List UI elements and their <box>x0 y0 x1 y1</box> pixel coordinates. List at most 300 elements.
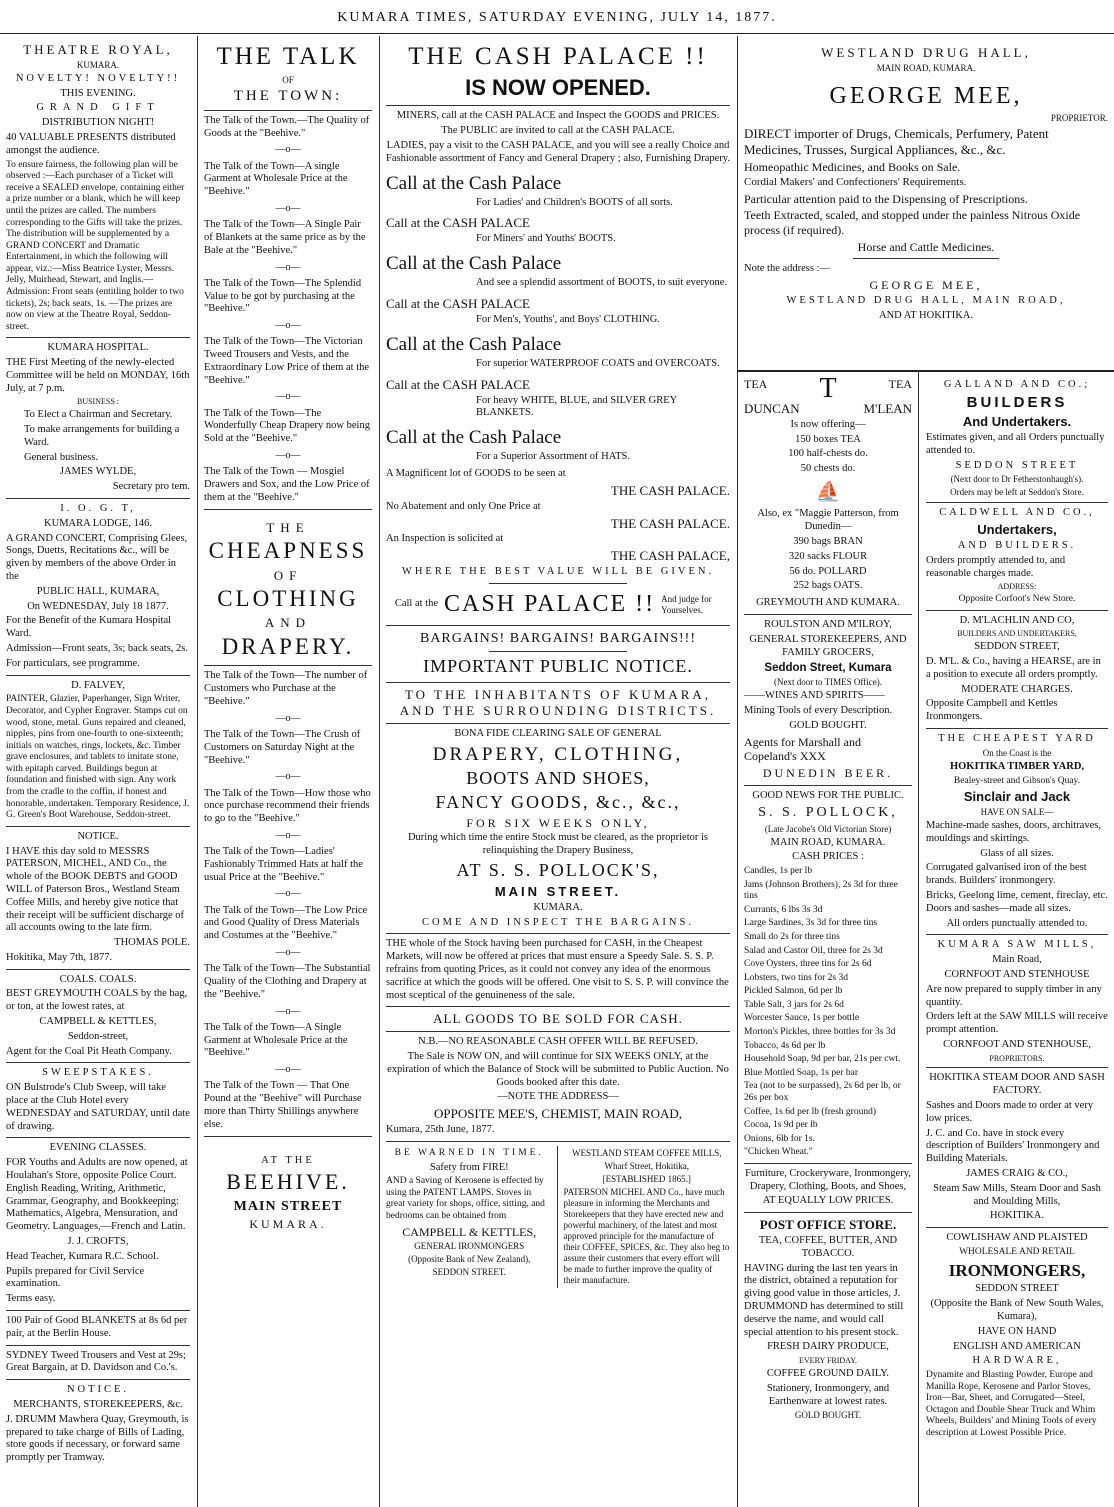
proprietors: PROPRIETORS. <box>989 1053 1045 1063</box>
divider <box>6 675 190 676</box>
divider <box>386 105 730 106</box>
abatement: No Abatement and only One Price at <box>386 500 541 512</box>
price-item: Currants, 6 lbs 3s 3d <box>744 904 823 915</box>
established: [ESTABLISHED 1865.] <box>602 1173 691 1184</box>
agents: Agents for Marshall and Copeland's XXX <box>744 734 861 764</box>
lodge: KUMARA LODGE, 146. <box>44 517 152 529</box>
orders-left: Orders left at the SAW MILLS will receive prompt attention. <box>926 1011 1108 1036</box>
inhabitants: TO THE INHABITANTS OF KUMARA, AND THE SURROUNDING DISTRICTS. <box>399 687 717 719</box>
price-item: Large Sardines, 3s 3d for three tins <box>744 918 878 929</box>
admission: Admission—Front seats, 3s; back seats, 2s. <box>6 642 188 654</box>
wines: ——WINES AND SPIRITS—— <box>744 690 885 702</box>
main-road-2: Main Road, <box>992 954 1042 966</box>
bricks: Bricks, Geelong lime, cement, fireclay, etc. Doors and sashes—made all sizes. <box>926 889 1108 914</box>
cheap-the: THE <box>266 519 310 535</box>
builder-ads <box>920 374 1114 1507</box>
next-door: (Next door to TIMES Office). <box>774 677 882 688</box>
divider <box>6 969 190 970</box>
talk-item: The Talk of the Town—The Low Price and Good Quality of Dress Materials and Costumes at the "Beehive." <box>204 904 368 942</box>
cash-palace-ref: THE CASH PALACE. <box>610 482 730 498</box>
ensure-text: To ensure fairness, the following plan will be observed :—Each purchaser of a Ticket will receive a SEALED envelope, containing either a prize number or a blank, which he will keep until the prizes are called. The numbers corresponding to the Gifts will take the prizes. The distribution will be supplemented by a GRAND CONCERT and Dramatic Entertainment, in which the following will appear, viz.:—Miss Beatrice Lyster, Messrs. Jelly, Muirhead, Stewart, and Inglis.—Admission: Front seats (entitling holder to two tickets), 2s; back seats, 1s. —The prizes are now on view at the Theatre Royal, Seddon-street. <box>6 159 185 332</box>
call-heading: Call at the Cash Palace <box>386 172 562 194</box>
divider <box>744 785 912 786</box>
cash-palace-title: THE CASH PALACE !! <box>408 43 708 70</box>
horse: Horse and Cattle Medicines. <box>857 239 995 254</box>
terms: Terms easy. <box>6 1293 56 1305</box>
price-item: Small do 2s for three tins <box>744 931 840 942</box>
bran-item: 56 do. POLLARD <box>789 565 867 577</box>
dairy: FRESH DAIRY PRODUCE, <box>767 1341 889 1353</box>
crofts-title: Head Teacher, Kumara R.C. School. <box>6 1250 159 1262</box>
important-notice: IMPORTANT PUBLIC NOTICE. <box>423 656 693 677</box>
item-divider: —o— <box>275 771 301 783</box>
drapery-clothing: DRAPERY, CLOTHING, <box>432 743 684 765</box>
bargains: BARGAINS! BARGAINS! BARGAINS!!! <box>419 631 696 647</box>
talk-item: The Talk of the Town—The Substantial Quality of the Clothing and Drapery at the "Beehive." <box>204 963 371 1000</box>
pollock: S. S. POLLOCK, <box>758 805 898 821</box>
tea-row <box>744 374 912 404</box>
falvey-text: PAINTER, Glazier, Paperhanger, Sign Writer, Decorator, and Cypher Engraver. Stamps cut on wood, stone, metal. Guns repaired and cleaned, nipples, pins from one-fourth to one-sixteenth; initials on watches, rings, lockets, &c. Timber grave enclosures, and tablets to imitate stone, with epitaph carved. Buildings begun at foundation and finished with sign. Any work from the cradle to the coffin, if honest and honorable, undertaken. Temporary Residence, J. G. Green's Boot Warehouse, Seddon-street. <box>6 694 190 821</box>
every-friday: EVERY FRIDAY. <box>799 1356 857 1366</box>
steam-saw: Steam Saw Mills, Steam Door and Sash and Moulding Mills, <box>933 1182 1101 1207</box>
price-item: Worcester Sauce, 1s per bottle <box>744 1013 860 1024</box>
note-address: —NOTE THE ADDRESS— <box>497 1091 619 1103</box>
wylde: JAMES WYLDE, <box>59 466 137 478</box>
notice-text: I HAVE this day sold to MESSRS PATERSON, MICHEL, AND Co., the whole of the BOOK DEBTS and GOOD WILL of Paterson Bros., Westland Steam Coffee Mills, and hereby give notice that their receipt will be sufficient discharge of all accounts owing to the late firm. <box>6 845 185 934</box>
column-drug-hall <box>738 36 1114 1507</box>
price-item: Salad and Castor Oil, three for 2s 3d <box>744 945 883 956</box>
tea-left: TEA <box>744 377 768 391</box>
public-invited: The PUBLIC are invited to call at the CASH PALACE. <box>441 125 675 137</box>
pollock-main-street: MAIN STREET. <box>494 883 622 899</box>
column-classifieds <box>0 36 196 1507</box>
paterson: PATERSON MICHEL AND Co., have much pleasure in informing the Merchants and Storekeepers that they have erected new and powerful machinery, of the latest and most approved principle for the manufacture of their COFFEE, SPICES, &c. They also beg to assure their customers that every effort will be made to further improve the quality of their manufacture. <box>563 1186 730 1285</box>
divider <box>204 110 372 111</box>
bealey: Bealey-street and Gibson's Quay. <box>953 775 1081 786</box>
builders: BUILDERS <box>966 393 1068 411</box>
whole-stock: THE whole of the Stock having been purchased for CASH, in the Cheapest Markets, will now be offered at prices that must ensure a Speedy Sale. S. S. P. refrains from quoting Prices, as it could not convey any idea of the enormous sacrifice at which the goods will be offered. One visit to S. S. P. will convince the most sceptical of the genuineness of the sale. <box>386 938 729 1001</box>
particulars: For particulars, see programme. <box>6 657 140 669</box>
seddon-3: SEDDON STREET, <box>974 641 1060 653</box>
drug-hall-ad <box>738 36 1114 370</box>
addr3: AND AT HOKITIKA. <box>878 309 973 321</box>
have-on-hand: HAVE ON HAND <box>977 1325 1057 1337</box>
cash-prices: CASH PRICES : <box>792 851 864 863</box>
divider <box>6 1062 190 1063</box>
mclachlin-sub: BUILDERS AND UNDERTAKERS, <box>957 629 1077 639</box>
item-divider: —o— <box>275 144 301 156</box>
addr2: WESTLAND DRUG HALL, MAIN ROAD, <box>786 294 1066 306</box>
concert-text: A GRAND CONCERT, Comprising Glees, Songs, Duetts, Recitations &c., will be given by members of the above Order in the <box>6 532 188 582</box>
big-cash-palace: CASH PALACE !! <box>444 590 656 617</box>
divider <box>738 370 1114 372</box>
price-item: Onions, 6lb for 1s. <box>744 1133 815 1144</box>
notice-heading: NOTICE. <box>77 830 119 842</box>
sashes: Sashes and Doors made to order at very low prices. <box>926 1100 1094 1124</box>
big-t: T <box>819 374 837 404</box>
tea-right: TEA <box>888 377 912 391</box>
good-news: GOOD NEWS FOR THE PUBLIC. <box>752 789 904 801</box>
divider <box>386 625 730 626</box>
divider <box>204 1136 372 1137</box>
divider <box>6 498 190 499</box>
price-item: Candles, 1s per lb <box>744 866 813 877</box>
gm2: GEORGE MEE, <box>869 278 983 293</box>
talk-item: The Talk of the Town—How those who once purchase recommend their friends to go to the "Beehive." <box>204 787 371 825</box>
miners: MINERS, call at the CASH PALACE and Inspect the GOODS and PRICES. <box>396 110 720 122</box>
divider <box>6 1137 190 1138</box>
boots-shoes: BOOTS AND SHOES, <box>466 767 650 788</box>
post-office-store: POST OFFICE STORE. <box>759 1217 897 1233</box>
grocer-ads <box>738 374 918 1507</box>
talk-list-a <box>204 115 372 505</box>
divider <box>489 651 627 652</box>
direct: DIRECT importer of Drugs, Chemicals, Perfumery, Patent Medicines, Trusses, Surgical Appliances, &c., &c. <box>744 126 1049 157</box>
orders-2: Orders promptly attended to, and reasonable charges made. <box>926 554 1066 579</box>
price-item: Morton's Pickles, three bottles for 3s 3d <box>744 1027 896 1038</box>
furniture: Furniture, Crockeryware, Ironmongery, Drapery, Clothing, Boots, and Shoes, <box>745 1167 911 1192</box>
divider <box>744 1163 912 1164</box>
campbell-addr: Seddon-street, <box>67 1030 129 1042</box>
teeth: Teeth Extracted, scaled, and stopped under the painless Nitrous Oxide process (if required). <box>744 208 1081 238</box>
craig: JAMES CRAIG & CO., <box>966 1168 1068 1180</box>
valuable-presents: 40 VALUABLE PRESENTS distributed amongst the audience. <box>6 132 176 156</box>
kerosene: AND a Saving of Kerosene is effected by using the PATENT LAMPS. Stoves in great variety for shops, office, sitting, and bedrooms can be obtained from <box>386 1176 545 1222</box>
cowlishaw: COWLISHAW AND PLAISTED <box>946 1232 1088 1244</box>
column-beehive <box>198 36 378 1507</box>
concert-date: On WEDNESDAY, July 18 1877. <box>27 600 169 612</box>
coals-heading: COALS. COALS. <box>59 973 137 985</box>
proprietor: PROPRIETOR. <box>1050 113 1108 124</box>
talk-item: The Talk of the Town—The Crush of Customers on Saturday Night at the "Beehive." <box>204 728 361 766</box>
item-divider: —o— <box>275 202 301 214</box>
sydney-tweed: SYDNEY Tweed Trousers and Vest at 29s; Great Bargain, at D. Davidson and Co.'s. <box>6 1349 186 1374</box>
all-orders: All orders punctually attended to. <box>946 917 1088 929</box>
moderate: MODERATE CHARGES. <box>961 683 1073 695</box>
divider <box>926 1227 1108 1228</box>
warned: BE WARNED IN TIME. <box>394 1147 544 1158</box>
divider <box>386 1006 730 1007</box>
divider <box>926 1067 1108 1068</box>
item-divider: —o— <box>275 947 301 959</box>
price-item: Tobacco, 4s 6d per lb <box>744 1040 826 1051</box>
divider <box>6 1345 190 1346</box>
coffee-ground: COFFEE GROUND DAILY. <box>766 1367 890 1379</box>
talk-item: The Talk of the Town—The number of Customers who Purchase at the "Beehive." <box>204 670 368 707</box>
blankets: 100 Pair of Good BLANKETS at 8s 6d per pair, at the Berlin House. <box>6 1315 188 1339</box>
also-ex: Also, ex "Maggie Patterson, from Dunedin— <box>757 508 899 533</box>
corrugated: Corrugated galvanised iron of the best brands. Builders' ironmongery. <box>926 862 1087 887</box>
this-evening: THIS EVENING. <box>60 87 136 99</box>
price-list <box>744 866 912 1159</box>
column-rule <box>918 372 919 1507</box>
ship-icon: ⛵ <box>815 481 841 504</box>
mining: Mining Tools of every Description. <box>744 705 893 717</box>
corfoot: Opposite Corfoot's New Store. <box>958 594 1076 605</box>
on-coast: On the Coast is the <box>982 747 1052 758</box>
sweepstakes: SWEEPSTAKES. <box>42 1067 154 1079</box>
mclean: M'LEAN <box>863 401 912 416</box>
warned-seddon: SEDDON STREET. <box>432 1267 506 1278</box>
grand-gift: GRAND GIFT <box>36 102 160 114</box>
item-divider: —o— <box>275 450 301 462</box>
clothing: CLOTHING <box>217 586 359 612</box>
hokitika-steam: HOKITIKA STEAM DOOR AND SASH FACTORY. <box>929 1072 1105 1097</box>
price-item: Jams (Johnson Brothers), 2s 3d for three tins <box>744 879 898 902</box>
cash-palace-ref: THE CASH PALACE, <box>610 548 730 564</box>
bottom-ads <box>386 1146 730 1288</box>
stationery: Stationery, Ironmongery, and Earthenware at lowest rates. <box>766 1382 890 1407</box>
theatre-place: KUMARA. <box>76 59 120 70</box>
price-item: Blue Mottled Soap, 1s per bar <box>744 1067 858 1078</box>
divider <box>386 933 730 934</box>
six-weeks: FOR SIX WEEKS ONLY, <box>466 815 650 830</box>
price-item: Pickled Salmon, 6d per lb <box>744 986 843 997</box>
evening-text: FOR Youths and Adults are now opened, at Houlahan's Store, opposite Police Court. English Reading, Writing, Arithmetic, Grammar, Geography, and Bookkeeping: Mathematics, Algebra, Mensuration, and Geometry. Languages,—French and Latin. <box>6 1157 188 1233</box>
dynamite: Dynamite and Blasting Powder, Europe and Manilla Rope, Kerosene and Parlor Stoves, Iron—Bar, Sheet, and Corrugated—Steel, Octagon and Double Shear Truck and Whim Wheels, Builders' and Mining Tools of every description at Lowest Possible Price. <box>926 1370 1097 1438</box>
call-sub: For heavy WHITE, BLUE, and SILVER GREY BLANKETS. <box>476 394 677 419</box>
mclachlin: D. M'LACHLIN AND CO, <box>959 614 1075 626</box>
campbell: CAMPBELL & KETTLES, <box>39 1016 157 1028</box>
divider <box>204 665 372 666</box>
talk-item: The Talk of the Town—A Single Garment at Wholesale Price at the "Beehive." <box>204 1021 348 1059</box>
business-item: General business. <box>24 451 99 463</box>
call-heading: Call at the CASH PALACE <box>386 296 530 312</box>
divider <box>386 1031 730 1032</box>
cash-palace-ref: THE CASH PALACE. <box>610 515 730 531</box>
price-item: Tea (not to be surpassed), 2s 6d per lb, or 26s per box <box>744 1081 901 1103</box>
next-fether: (Next door to Dr Fetherstonhaugh's). <box>950 474 1084 485</box>
seddon-st: Seddon Street, Kumara <box>764 662 892 675</box>
seddon-street: SEDDON STREET <box>955 459 1079 471</box>
estimates: Estimates given, and all Orders punctually attended to. <box>926 431 1105 456</box>
particular: Particular attention paid to the Dispensing of Prescriptions. <box>744 191 1028 206</box>
hardware: HARDWARE, <box>972 1355 1062 1367</box>
undertakers: And Undertakers. <box>962 414 1072 430</box>
all-goods-cash: ALL GOODS TO BE SOLD FOR CASH. <box>433 1011 683 1027</box>
warned-ad <box>386 1146 558 1288</box>
drapery: DRAPERY. <box>221 634 355 660</box>
divider <box>386 682 730 683</box>
benefit: For the Benefit of the Kumara Hospital Ward. <box>6 615 172 640</box>
talk-item: The Talk of the Town—The Splendid Value to be got by purchasing at the "Beehive." <box>204 277 362 315</box>
call-heading: Call at the Cash Palace <box>386 253 562 275</box>
talk-item: The Talk of the Town—The Wonderfully Cheap Drapery now being Sold at the "Beehive." <box>204 407 370 445</box>
divider <box>6 1379 190 1380</box>
inspection: An Inspection is solicited at <box>386 533 504 545</box>
note-address: Note the address :— <box>744 263 831 275</box>
warned-campbell: CAMPBELL & KETTLES, <box>402 1224 537 1239</box>
crofts-text: Pupils prepared for Civil Service examination. <box>6 1265 145 1290</box>
beehive-kumara: KUMARA. <box>249 1217 327 1232</box>
divider <box>489 583 627 584</box>
ladies: LADIES, pay a visit to the CASH PALACE, and you will see a really Choice and Fashionable assortment of Fancy and General Drapery ; also, Furnishing Drapery. <box>386 139 730 164</box>
iogt: I. O. G. T, <box>60 503 136 514</box>
homeo: Homeopathic Medicines, and Books on Sale. <box>744 159 961 174</box>
address-label: ADDRESS: <box>997 582 1037 592</box>
call-sub: For Men's, Youths', and Boys' CLOTHING. <box>476 313 660 325</box>
at-pollock: AT S. S. POLLOCK'S, <box>456 860 660 881</box>
kumara-saw: KUMARA SAW MILLS, <box>937 939 1097 951</box>
general-store: GENERAL STOREKEEPERS, AND FAMILY GROCERS, <box>749 633 907 658</box>
divider <box>926 502 1108 503</box>
come-inspect: COME AND INSPECT THE BARGAINS. <box>422 916 694 928</box>
english-american: ENGLISH AND AMERICAN <box>953 1340 1081 1352</box>
wharf: Wharf Street, Hokitika, <box>604 1160 689 1171</box>
call-sub: For Ladies' and Children's BOOTS of all sorts. <box>476 196 673 208</box>
divider <box>744 614 912 615</box>
ironmongers: IRONMONGERS, <box>948 1260 1086 1280</box>
business-heading: BUSINESS : <box>76 397 119 407</box>
call-at-the: Call at the <box>394 598 438 610</box>
price-item: Cocoa, 1s 9d per lb <box>744 1120 818 1131</box>
item-divider: —o— <box>275 888 301 900</box>
sweep-text: ON Bulstrode's Club Sweep, will take place at the Club Hotel every WEDNESDAY and SATURDAY, until date of drawing. <box>6 1082 190 1132</box>
pollock-addr: MAIN ROAD, KUMARA. <box>770 836 886 848</box>
caldwell: CALDWELL AND CO., <box>939 507 1095 519</box>
bona-fide: BONA FIDE CLEARING SALE OF GENERAL <box>454 727 662 739</box>
cash-palace-banner <box>386 590 730 619</box>
pollock-kumara: KUMARA. <box>533 901 583 913</box>
bran-item: 320 sacks FLOUR <box>788 550 868 562</box>
talk-item: The Talk of the Town—A Single Pair of Blankets at the same price as by the Bale at the "Beehive." <box>204 219 366 256</box>
cornfoot: CORNFOOT AND STENHOUSE <box>944 968 1090 980</box>
crofts: J. J. CROFTS, <box>67 1236 129 1248</box>
coal-agent: Agent for the Coal Pit Heath Company. <box>6 1045 172 1057</box>
item-divider: —o— <box>275 829 301 841</box>
during: During which time the entire Stock must be cleared, as the proprietor is relinquishing the Drapery Business, <box>407 832 709 857</box>
item-divider: —o— <box>275 712 301 724</box>
call-sub: And see a splendid assortment of BOOTS, to suit everyone. <box>476 277 728 289</box>
opposite-mees: OPPOSITE MEE'S, CHEMIST, MAIN ROAD, <box>433 1106 683 1122</box>
grey-kum: GREYMOUTH AND KUMARA. <box>756 597 900 609</box>
talk-item: The Talk of the Town — That One Pound at the "Beehive" will Purchase more than Thirty Shillings anywhere else. <box>204 1080 362 1130</box>
call-heading: Call at the CASH PALACE <box>386 215 530 231</box>
call-heading: Call at the Cash Palace <box>386 427 562 449</box>
talk-list-b <box>204 670 372 1131</box>
gold-bought-2: GOLD BOUGHT. <box>794 1410 862 1421</box>
beehive: BEEHIVE. <box>226 1169 350 1195</box>
jc-stock: J. C. and Co. have in stock every description of Builders' Ironmongery and Building Materials. <box>926 1127 1100 1165</box>
divider <box>6 1310 190 1311</box>
galland: GALLAND AND CO.; <box>943 379 1091 390</box>
price-item: Household Soap, 9d per bar, 21s per cwt. <box>744 1054 901 1065</box>
george-mee: GEORGE MEE, <box>829 82 1023 109</box>
prepared: Are now prepared to supply timber in any quantity. <box>926 983 1102 1008</box>
have-on-sale: HAVE ON SALE— <box>980 806 1054 817</box>
talk-item: The Talk of the Town — Mosgiel Drawers and Sox, and the Low Price of them at the "Beehive." <box>204 466 370 503</box>
divider <box>6 337 190 338</box>
equally-low: AT EQUALLY LOW PRICES. <box>762 1195 894 1207</box>
tea-coffee: TEA, COFFEE, BUTTER, AND TOBACCO. <box>758 1235 898 1259</box>
call-sub: For Miners' and Youths' BOOTS. <box>476 233 616 245</box>
divider <box>744 1212 912 1213</box>
novelty: NOVELTY! NOVELTY!! <box>15 72 181 84</box>
talk-town: THE TOWN: <box>233 88 343 105</box>
distribution-night: DISTRIBUTION NIGHT! <box>41 117 155 129</box>
judge: And judge for Yourselves. <box>661 593 712 615</box>
cheapness: CHEAPNESS <box>208 538 368 564</box>
having: HAVING during the last ten years in the district, obtained a reputation for giving good value in those articles, J. DRUMMOND has determined to still deserve the name, and would call special attention to his present stock. <box>744 1262 904 1338</box>
tea-item: 150 boxes TEA <box>795 433 861 445</box>
call-heading: Call at the Cash Palace <box>386 333 562 355</box>
wylde-title: Secretary pro tem. <box>112 481 190 493</box>
masthead: KUMARA TIMES, SATURDAY EVENING, JULY 14, 1877. <box>0 0 1114 34</box>
general-iron: GENERAL IRONMONGERS <box>414 1241 525 1252</box>
talk-item: The Talk of the Town—A single Garment at Wholesale Price at the "Beehive." <box>204 160 348 198</box>
now-opened: IS NOW OPENED. <box>465 74 651 100</box>
beehive-main-street: MAIN STREET <box>233 1199 343 1215</box>
cordial: Cordial Makers' and Confectioners' Requirements. <box>744 176 967 189</box>
best-value: WHERE THE BEST VALUE WILL BE GIVEN. <box>401 566 715 578</box>
cheap-and: AND <box>264 615 312 631</box>
hospital-text: THE First Meeting of the newly-elected Committee will be held on MONDAY, 16th July, at 7 p.m. <box>6 357 190 394</box>
westland-drug: WESTLAND DRUG HALL, <box>821 45 1031 60</box>
coffee-ad <box>564 1146 731 1288</box>
item-divider: —o— <box>275 1064 301 1076</box>
seddon-4: SEDDON STREET <box>975 1283 1059 1295</box>
talk-title: THE TALK <box>216 43 360 70</box>
cornfoot-2: CORNFOOT AND STENHOUSE, <box>943 1038 1091 1050</box>
divider <box>926 934 1108 935</box>
sinclair: Sinclair and Jack <box>963 789 1071 805</box>
business-item: To Elect a Chairman and Secretary. <box>24 409 173 421</box>
duncan: DUNCAN <box>744 401 800 416</box>
offering: Is now offering— <box>790 418 866 430</box>
talk-item: The Talk of the Town—The Victorian Tweed Trousers and Vests, and the Extraordinary Low Price of them at the "Beehive." <box>204 336 370 386</box>
bran-items <box>744 536 912 593</box>
machine: Machine-made sashes, doors, architraves, mouldings and skirtings. <box>926 819 1101 844</box>
notice-date: Kumara, 25th June, 1877. <box>386 1124 495 1136</box>
nb: N.B.—NO REASONABLE CASH OFFER WILL BE REFUSED. <box>418 1036 698 1048</box>
price-item: Table Salt, 3 jars for 2s 6d <box>744 999 844 1010</box>
tea-items <box>744 434 912 476</box>
merchants: MERCHANTS, STOREKEEPERS, &c. <box>13 1399 183 1410</box>
price-item: "Chicken Wheat." <box>744 1147 813 1158</box>
call-heading: Call at the CASH PALACE <box>386 376 530 392</box>
cheapest-yard: THE CHEAPEST YARD <box>938 732 1096 744</box>
price-item: Coffee, 1s 6d per lb (fresh ground) <box>744 1106 876 1117</box>
tea-item: 50 chests do. <box>800 463 856 475</box>
divider <box>386 1141 730 1142</box>
undertakers-2: Undertakers, <box>977 522 1057 538</box>
theatre-title: THEATRE ROYAL, <box>23 42 173 57</box>
price-item: Lobsters, two tins for 2s 3d <box>744 972 848 983</box>
opp-bank-nsw: (Opposite the Bank of New South Wales, Kumara), <box>930 1298 1104 1322</box>
item-divider: —o— <box>275 391 301 403</box>
drumm: J. DRUMM Mawhera Quay, Greymouth, is prepared to take charge of Bills of Lading, store goods if necessary, or forward same promptly per Tramway. <box>6 1413 189 1464</box>
lot: A Magnificent lot of GOODS to be seen at <box>386 468 566 480</box>
orders: Orders may be left at Seddon's Store. <box>950 487 1084 498</box>
call-sub: For a Superior Assortment of HATS. <box>476 451 630 463</box>
hokitika: HOKITIKA. <box>990 1210 1044 1222</box>
fancy-goods: FANCY GOODS, &c., &c., <box>435 791 681 812</box>
safety: Safety from FIRE! <box>429 1161 509 1173</box>
sale-now: The Sale is NOW ON, and will continue for SIX WEEKS ONLY, at the expiration of which the Balance of Stock will be submitted to Public Auction. No Goods booked after this date. <box>387 1051 729 1088</box>
at-the: AT THE <box>261 1154 315 1166</box>
tea-item: 100 half-chests do. <box>788 448 868 460</box>
business-item: To make arrangements for building a Ward. <box>24 424 180 448</box>
opp-bank: (Opposite Bank of New Zealand), <box>408 1254 531 1265</box>
item-divider: —o— <box>275 1005 301 1017</box>
price-item: Cove Oysters, three tins for 2s 6d <box>744 959 872 970</box>
late-jacobe: (Late Jacobe's Old Victorian Store) <box>764 823 892 834</box>
talk-of: OF <box>282 74 294 85</box>
divider <box>386 723 730 724</box>
wholesale: WHOLESALE AND RETAIL <box>959 1247 1075 1258</box>
roulston: ROULSTON AND M'ILROY, <box>764 619 892 631</box>
coals-text: BEST GREYMOUTH COALS by the bag, or ton, at the lowest rates, at <box>6 988 188 1013</box>
